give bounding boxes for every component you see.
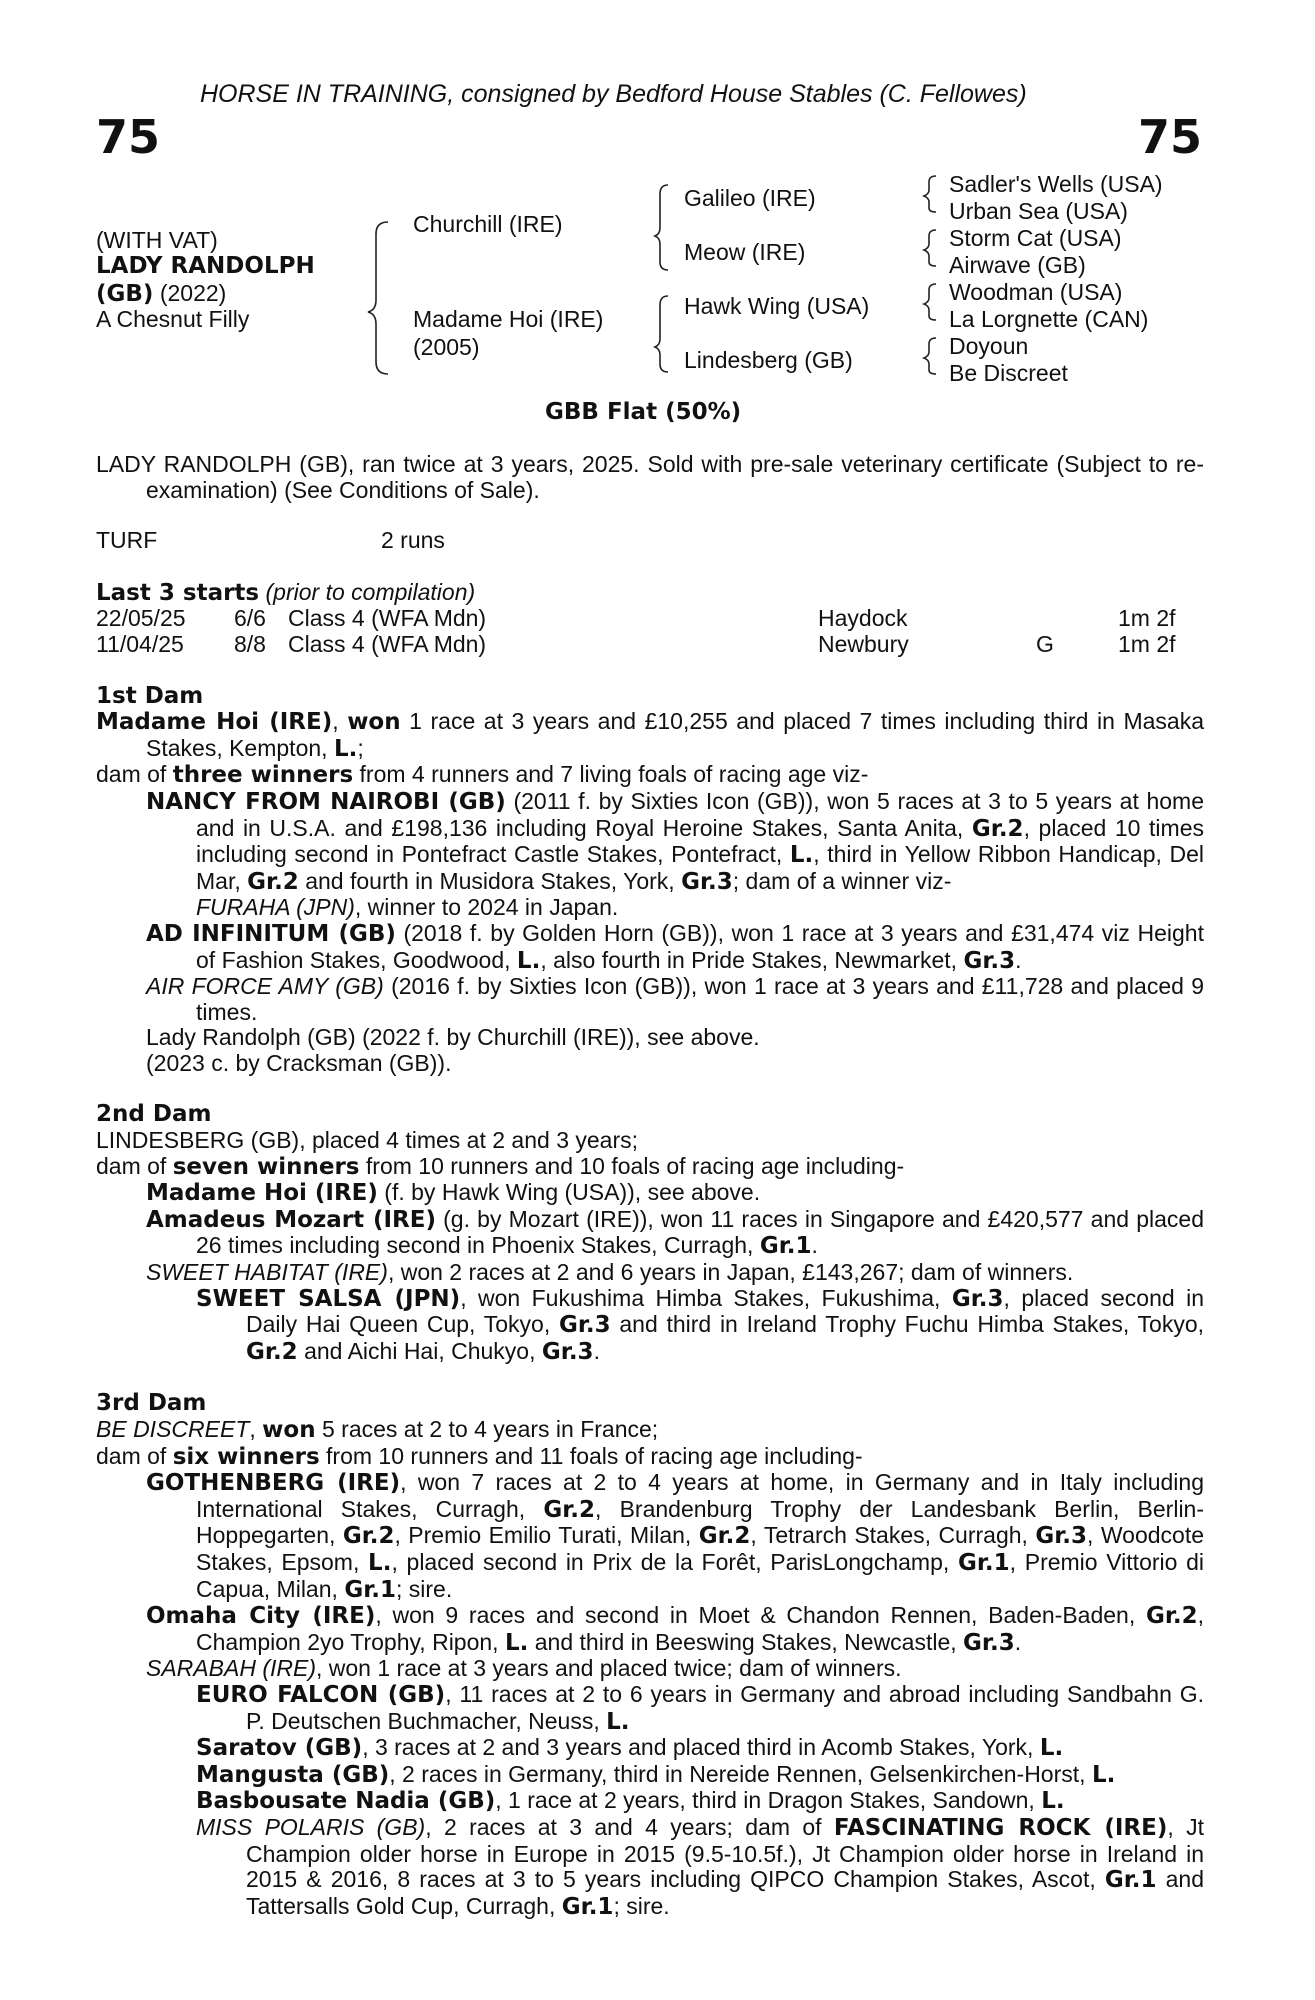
pedigree-g2: Urban Sea (USA) (949, 198, 1128, 224)
produce-ad-infinitum: AD INFINITUM (GB) (2018 f. by Golden Horn (GB)), won 1 race at 3 years and £31,474 viz Height of Fashion Stakes, Goodwood, L., also fourth in Pride Stakes, Newmarket, Gr.3. (146, 919, 1204, 974)
pedigree-g3: Storm Cat (USA) (949, 225, 1122, 251)
produce-basbousate-nadia: Basbousate Nadia (GB), 1 race at 2 years, third in Dragon Stakes, Sandown, L. (196, 1787, 1065, 1815)
start-distance: 1m 2f (1118, 605, 1176, 632)
first-dam-record: Madame Hoi (IRE), won 1 race at 3 years and £10,255 and placed 7 times including third in Masaka Stakes, Kempton, L.; (96, 708, 1204, 762)
second-dam-record: LINDESBERG (GB), placed 4 times at 2 and 3 years; (96, 1127, 639, 1154)
third-dam-record: BE DISCREET, won 5 races at 2 to 4 years in France; (96, 1416, 659, 1443)
horse-description: A Chesnut Filly (96, 306, 250, 332)
last-starts-title: Last 3 starts (96, 579, 260, 606)
produce-omaha-city: Omaha City (IRE), won 9 races and second in Moet & Chandon Rennen, Baden-Baden, Gr.2, Champion 2yo Trophy, Ripon, L. and third in Beeswing Stakes, Newcastle, Gr.3. (146, 1602, 1205, 1656)
produce-saratov: Saratov (GB), 3 races at 2 and 3 years and placed third in Acomb Stakes, York, L. (196, 1734, 1064, 1762)
start-position: 8/8 (234, 630, 266, 657)
gbb-flat-label: GBB Flat (50%) (545, 399, 742, 425)
produce-lady-randolph: Lady Randolph (GB) (2022 f. by Churchill (IRE)), see above. (146, 1024, 760, 1051)
horse-name: LADY RANDOLPH (96, 253, 315, 279)
pedigree-dam-dam: Lindesberg (GB) (684, 347, 853, 373)
lot-number-left: 75 (96, 110, 161, 164)
produce-mangusta: Mangusta (GB), 2 races in Germany, third in Nereide Rennen, Gelsenkirchen-Horst, L. (196, 1760, 1116, 1788)
produce-nancy-from-nairobi: NANCY FROM NAIROBI (GB) (2011 f. by Sixties Icon (GB)), won 5 races at 3 to 5 years at home and in U.S.A. and £198,136 including Royal Heroine Stakes, Santa Anita, Gr.2, placed 10 times including second in Pontefract Castle Stakes, Pontefract, L., third in Yellow Ribbon Handicap, Del Mar, Gr.2 and fourth in Musidora Stakes, York, Gr.3; dam of a winner viz- (146, 787, 1204, 895)
produce-sweet-salsa: SWEET SALSA (JPN), won Fukushima Himba Stakes, Fukushima, Gr.3, placed second in Daily Hai Queen Cup, Tokyo, Gr.3 and third in Ireland Trophy Fuchu Himba Stakes, Tokyo, Gr.2 and Aichi Hai, Chukyo, Gr.3. (196, 1284, 1205, 1365)
produce-miss-polaris: MISS POLARIS (GB), 2 races at 3 and 4 years; dam of FASCINATING ROCK (IRE), Jt Champion older horse in Europe in 2015 (9.5-10.5f.), Jt Champion older horse in Ireland in 2015 & 2016, 8 races at 3 to 5 years including QIPCO Champion Stakes, Ascot, Gr.1 and Tattersalls Gold Cup, Curragh, Gr.1; sire. (196, 1813, 1205, 1920)
pedigree-g6: La Lorgnette (CAN) (949, 306, 1149, 332)
brace-g3 (924, 284, 936, 320)
brace-generation-1 (368, 222, 388, 374)
pedigree-g1: Sadler's Wells (USA) (949, 171, 1163, 197)
produce-amadeus-mozart: Amadeus Mozart (IRE) (g. by Mozart (IRE)), won 11 races in Singapore and £420,577 and placed 26 times including second in Phoenix Stakes, Curragh, Gr.1. (146, 1205, 1204, 1260)
produce-sarabah: SARABAH (IRE), won 1 race at 3 years and placed twice; dam of winners. (146, 1655, 902, 1682)
horse-name-suffix: (GB) (96, 281, 154, 307)
pedigree-dam: Madame Hoi (IRE) (413, 306, 604, 332)
produce-gothenberg: GOTHENBERG (IRE), won 7 races at 2 to 4 years at home, in Germany and in Italy including International Stakes, Curragh, Gr.2, Brandenburg Trophy der Landesbank Berlin, Berlin-Hoppegarten, Gr.2, Premio Emilio Turati, Milan, Gr.2, Tetrarch Stakes, Curragh, Gr.3, Woodcote Stakes, Epsom, L., placed second in Prix de la Forêt, ParisLongchamp, Gr.1, Premio Vittorio di Capua, Milan, Gr.1; sire. (146, 1469, 1205, 1603)
start-class: Class 4 (WFA Mdn) (288, 605, 487, 632)
pedigree-g7: Doyoun (949, 333, 1029, 359)
first-dam-produce-summary: dam of three winners from 4 runners and 7 living foals of racing age viz- (96, 761, 869, 789)
start-row (96, 606, 1204, 632)
second-dam-heading: 2nd Dam (96, 1101, 212, 1128)
pedigree-dam-sire: Hawk Wing (USA) (684, 293, 870, 319)
brace-g4 (924, 338, 936, 374)
start-distance: 1m 2f (1118, 630, 1176, 657)
last-starts-note: (prior to compilation) (265, 578, 476, 605)
last-starts-heading (96, 580, 1204, 607)
start-date: 22/05/25 (96, 605, 186, 632)
start-going: G (1036, 630, 1054, 657)
produce-madame-hoi: Madame Hoi (IRE) (f. by Hawk Wing (USA)), see above. (146, 1179, 761, 1207)
produce-euro-falcon: EURO FALCON (GB), 11 races at 2 to 6 years in Germany and abroad including Sandbahn G. P. Deutschen Buchmacher, Neuss, L. (196, 1680, 1204, 1735)
pedigree-g8: Be Discreet (949, 360, 1068, 386)
lot-number-right: 75 (1137, 110, 1202, 164)
turf-row (96, 528, 1204, 554)
catalogue-header: HORSE IN TRAINING, consigned by Bedford House Stables (C. Fellowes) (200, 80, 1027, 108)
brace-sire-line (655, 185, 668, 270)
horse-vat: (WITH VAT) (96, 227, 218, 253)
second-dam-produce-summary: dam of seven winners from 10 runners and 10 foals of racing age including- (96, 1152, 905, 1180)
turf-label: TURF (96, 527, 158, 554)
brace-g1 (924, 176, 936, 212)
produce-2023-colt: (2023 c. by Cracksman (GB)). (146, 1049, 452, 1076)
first-dam-heading: 1st Dam (96, 682, 204, 709)
summary-paragraph: LADY RANDOLPH (GB), ran twice at 3 years, 2025. Sold with pre-sale veterinary certificate (Subject to re-examination) (See Conditions of Sale). (96, 451, 1204, 503)
catalogue-body (96, 452, 1204, 1920)
pedigree-dam-year: (2005) (413, 334, 480, 360)
produce-sweet-habitat: SWEET HABITAT (IRE), won 2 races at 2 and 6 years in Japan, £143,267; dam of winners. (146, 1259, 1074, 1286)
horse-year: (2022) (159, 280, 227, 306)
produce-furaha: FURAHA (JPN), winner to 2024 in Japan. (196, 894, 619, 921)
brace-g2 (924, 230, 936, 266)
produce-air-force-amy: AIR FORCE AMY (GB) (2016 f. by Sixties Icon (GB)), won 1 race at 3 years and £11,728 and placed 9 times. (146, 973, 1204, 1025)
start-course: Haydock (818, 605, 908, 632)
pedigree-g5: Woodman (USA) (949, 279, 1123, 305)
start-date: 11/04/25 (96, 630, 184, 657)
pedigree-g4: Airwave (GB) (949, 252, 1086, 278)
start-class: Class 4 (WFA Mdn) (288, 630, 487, 657)
third-dam-heading: 3rd Dam (96, 1390, 207, 1417)
start-position: 6/6 (234, 605, 266, 632)
start-course: Newbury (818, 630, 909, 657)
brace-dam-line (655, 296, 668, 372)
pedigree-sire-dam: Meow (IRE) (684, 239, 806, 265)
pedigree-sire: Churchill (IRE) (413, 211, 563, 237)
third-dam-produce-summary: dam of six winners from 10 runners and 11 foals of racing age including- (96, 1442, 863, 1470)
start-row (96, 632, 1204, 658)
pedigree-sire-sire: Galileo (IRE) (684, 185, 816, 211)
turf-runs: 2 runs (381, 527, 445, 554)
